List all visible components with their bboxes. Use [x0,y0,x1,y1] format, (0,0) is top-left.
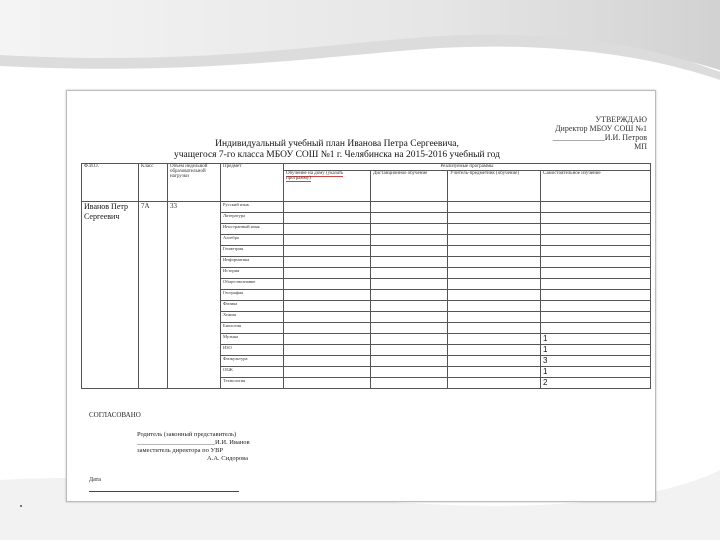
program-cell [371,378,448,389]
program-cell [371,246,448,257]
program-cell [284,312,371,323]
program-cell [448,345,541,356]
deputy-label: заместитель директора по УВР [137,447,224,454]
header-class: Класс [139,164,168,202]
table-body [82,202,651,389]
subject-hours [541,301,651,312]
program-cell [371,235,448,246]
subject-name: Информатика [221,257,284,268]
agreement-heading: СОГЛАСОВАНО [89,411,141,419]
student-class: 7А [139,202,168,389]
subject-name: ИЗО [221,345,284,356]
deputy-line [137,447,250,455]
header-program-home: Обучение на дому (указать программу) [284,171,371,202]
subject-name: Обществознание [221,279,284,290]
table-row [82,202,651,213]
title-line-1: Индивидуальный учебный план Иванова Петра Сергеевича, [215,139,459,149]
approval-stamp: МП [634,142,647,151]
study-plan-table [81,163,651,389]
approval-signature: _____________И.И. Петров [552,133,647,142]
program-cell [284,367,371,378]
program-cell [448,213,541,224]
subject-name: Русский язык [221,202,284,213]
program-cell [284,378,371,389]
subject-hours [541,224,651,235]
program-cell [371,268,448,279]
subject-name: Технология [221,378,284,389]
program-cell [448,246,541,257]
subject-hours [541,257,651,268]
program-cell [371,213,448,224]
subject-hours: 1 [541,334,651,345]
program-cell [448,367,541,378]
program-cell [371,290,448,301]
header-fio: Ф.И.О. [82,164,139,202]
student-load: 33 [168,202,221,389]
subject-hours [541,213,651,224]
header-programs-group: Реализуемые программы [284,164,651,171]
program-cell [448,202,541,213]
header-load: Объем недельной образовательной нагрузки [168,164,221,202]
program-cell [284,213,371,224]
program-cell [284,323,371,334]
deputy-signature: А.А. Сидорова [207,455,249,462]
program-cell [371,356,448,367]
subject-hours [541,235,651,246]
program-cell [448,290,541,301]
approval-position: Директор МБОУ СОШ №1 [555,124,647,133]
subject-name: Алгебра [221,235,284,246]
program-cell [448,301,541,312]
agreement-signatures [137,431,250,463]
program-cell [448,378,541,389]
program-cell [371,312,448,323]
program-cell [284,301,371,312]
program-cell [284,356,371,367]
program-cell [371,224,448,235]
program-cell [371,334,448,345]
program-cell [284,257,371,268]
program-cell [448,268,541,279]
program-cell [284,290,371,301]
slide-dot [20,505,22,507]
subject-name: Иностранный язык [221,224,284,235]
subject-hours [541,268,651,279]
subject-hours [541,323,651,334]
subject-name: Физкультура [221,356,284,367]
program-cell [284,279,371,290]
parent-signature: ________________________И.И. Иванов [137,439,250,446]
document-page [66,90,656,502]
program-cell [284,235,371,246]
program-cell [371,367,448,378]
subject-hours: 1 [541,345,651,356]
subject-name: Биология [221,323,284,334]
student-name: Иванов Петр Сергеевич [82,202,139,389]
program-cell [284,246,371,257]
program-cell [371,301,448,312]
parent-label: Родитель (законный представитель) [137,431,237,438]
program-cell [284,202,371,213]
document-title [137,139,537,161]
date-label: Дата [89,477,101,483]
program-cell [448,257,541,268]
subject-hours: 1 [541,367,651,378]
program-cell [448,356,541,367]
program-cell [284,345,371,356]
program-cell [371,202,448,213]
subject-name: ОБЖ [221,367,284,378]
title-line-2: учащегося 7-го класса МБОУ СОШ №1 г. Челябинска на 2015-2016 учебный год [174,150,500,160]
approval-block [553,115,647,151]
program-cell [371,257,448,268]
program-cell [371,345,448,356]
program-cell [284,224,371,235]
program-cell [448,323,541,334]
header-program-self: Самостоятельное изучение [541,171,651,202]
date-line [89,491,239,492]
subject-hours [541,279,651,290]
program-cell [448,312,541,323]
subject-name: Литература [221,213,284,224]
subject-hours: 3 [541,356,651,367]
program-cell [284,268,371,279]
subject-hours [541,202,651,213]
subject-hours: 2 [541,378,651,389]
program-cell [371,279,448,290]
approval-heading: УТВЕРЖДАЮ [595,115,647,124]
header-program-distance: Дистанционное обучение [371,171,448,202]
subject-name: Физика [221,301,284,312]
subject-name: Музыка [221,334,284,345]
program-cell [448,334,541,345]
program-cell [371,323,448,334]
subject-hours [541,290,651,301]
subject-name: Геометрия [221,246,284,257]
program-cell [284,334,371,345]
subject-name: География [221,290,284,301]
program-cell [448,224,541,235]
program-cell [448,279,541,290]
subject-hours [541,246,651,257]
header-program-teacher: Учитель-предметник (обучение) [448,171,541,202]
subject-hours [541,312,651,323]
header-subject: Предмет [221,164,284,202]
subject-name: История [221,268,284,279]
subject-name: Химия [221,312,284,323]
program-cell [448,235,541,246]
